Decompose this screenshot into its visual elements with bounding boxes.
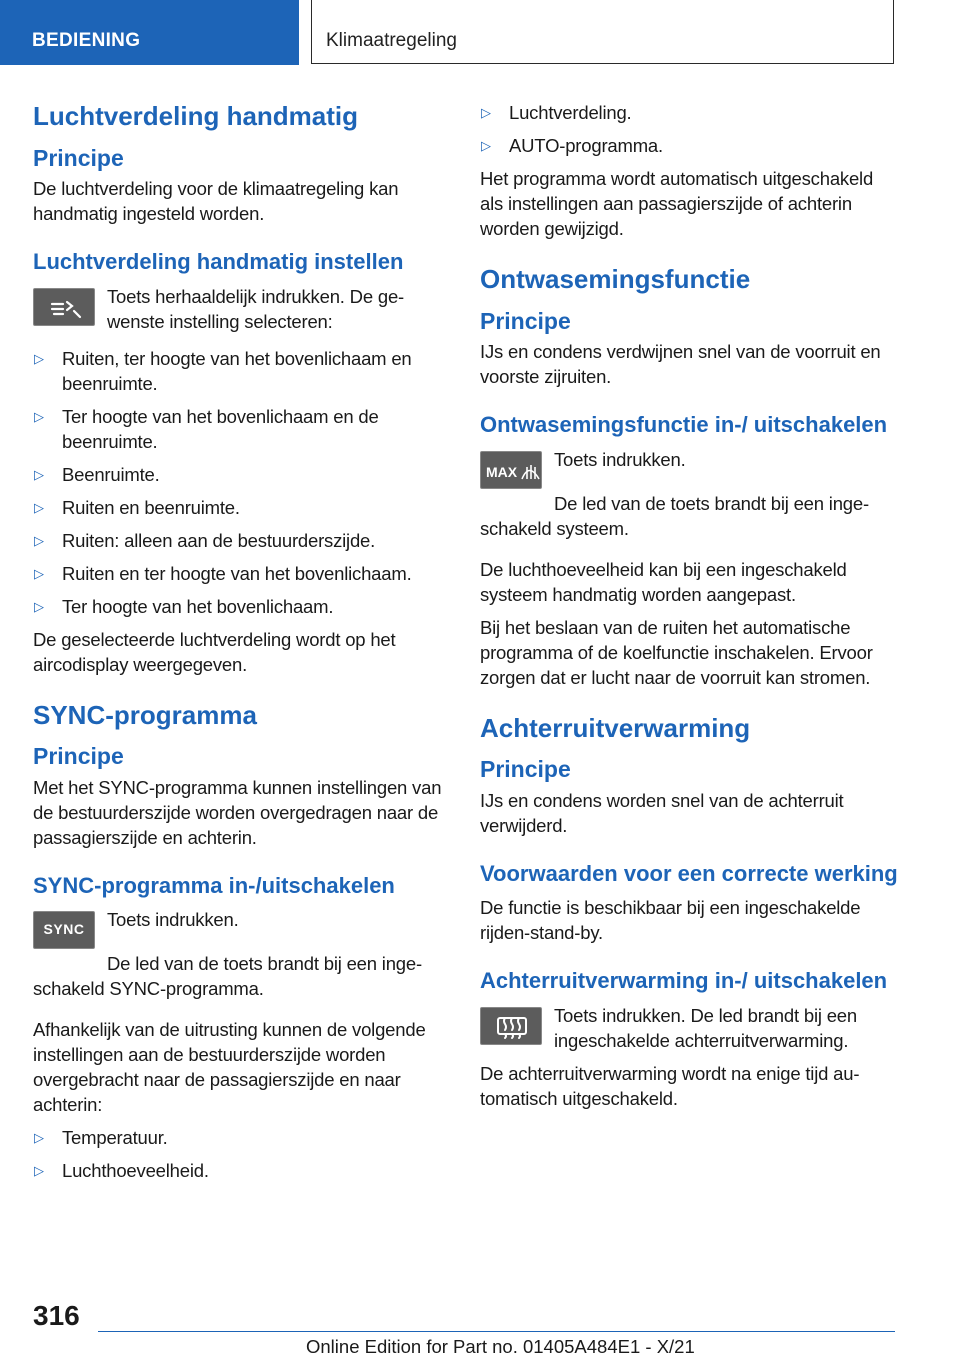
list-item	[33, 346, 448, 396]
max-defrost-icon	[480, 451, 542, 489]
sync-key-icon	[33, 911, 95, 949]
heading-luchtverdeling-instellen: Luchtverdeling handmatig instellen	[33, 249, 404, 275]
rear-window-button-row	[480, 1003, 898, 1053]
triangle-bullet-icon: ▷	[34, 598, 44, 614]
paragraph-principe-luchtverdeling: De luchtverdeling voor de klimaatregeling kan handmatig ingesteld worden.	[33, 178, 399, 225]
list-item	[33, 462, 448, 487]
heading-voorwaarden: Voorwaarden voor een correcte werking	[480, 860, 898, 886]
paragraph-voorwaarden: De functie is beschikbaar bij een ingeschakelde rijden-stand-by.	[480, 897, 861, 944]
triangle-bullet-icon: ▷	[34, 1130, 44, 1146]
sync-key-label: SYNC	[43, 921, 85, 938]
paragraph-achterruit-uitgeschakeld: De achterruitverwarming wordt na enige tijd automatisch uitgeschakeld.	[480, 1062, 860, 1109]
sync-button-row	[33, 907, 448, 951]
triangle-bullet-icon: ▷	[34, 408, 44, 424]
heading-principe: Principe	[480, 307, 571, 334]
header-section-label: BEDIENING	[32, 30, 141, 51]
list-item-text: Ter hoogte van het bovenlichaam.	[62, 595, 334, 617]
triangle-bullet-icon: ▷	[34, 466, 44, 482]
paragraph-programma-uitgeschakeld: Het programma wordt automatisch uitgeschakeld als instellingen aan passagierszijde of achterin worden gewijzigd.	[480, 168, 874, 239]
paragraph-afhankelijk-uitrusting: Afhankelijk van de uitrusting kunnen de volgende instellingen aan de bestuurderszijde worden overgebracht naar de passagierszijde en naar achterin:	[33, 1019, 426, 1116]
list-item-text: Ter hoogte van het bovenlichaam en de beenruimte.	[62, 405, 379, 452]
paragraph-principe-ontwaseming: IJs en condens verdwijnen snel van de voorruit en voorste zijruiten.	[480, 341, 881, 388]
list-item	[33, 1125, 448, 1150]
heading-ontwasemingsfunctie: Ontwasemingsfunctie	[480, 264, 751, 294]
paragraph-max-led: De led van de toets brandt bij een ingeschakeld systeem.	[480, 492, 870, 539]
list-item-text: Luchthoeveelheid.	[62, 1160, 209, 1182]
list-item-text: Ruiten: alleen aan de bestuurderszijde.	[62, 529, 376, 551]
air-distribution-instruction: Toets herhaaldelijk indrukken. De gewenste instelling selecteren:	[107, 285, 405, 332]
list-item	[33, 1158, 448, 1183]
max-button-row	[480, 447, 898, 491]
footer-divider	[98, 1331, 895, 1332]
page-number: 316	[33, 1300, 80, 1331]
left-column	[33, 100, 448, 1191]
heading-principe: Principe	[33, 144, 124, 171]
paragraph-geselecteerde-luchtverdeling: De geselecteerde luchtverdeling wordt op het aircodisplay weergegeven.	[33, 628, 396, 675]
footer-edition: Online Edition for Part no. 01405A484E1 - X/21	[306, 1336, 695, 1357]
list-item	[33, 594, 448, 619]
triangle-bullet-icon: ▷	[481, 138, 491, 153]
header-chapter-label: Klimaatregeling	[326, 30, 457, 51]
triangle-bullet-icon: ▷	[34, 499, 44, 515]
triangle-bullet-icon: ▷	[34, 532, 44, 548]
paragraph-principe-achterruit: IJs en condens worden snel van de achterruit verwijderd.	[480, 789, 844, 836]
heading-sync-in-uitschakelen: SYNC-programma in-/uitschakelen	[33, 872, 395, 898]
triangle-bullet-icon: ▷	[34, 565, 44, 581]
sync-transfer-list	[33, 1125, 448, 1183]
paragraph-principe-sync: Met het SYNC-programma kunnen instellingen van de bestuurderszijde worden overgedragen naar de passagierszijde en achterin.	[33, 776, 442, 848]
heading-ontwaseming-in-uitschakelen: Ontwasemingsfunctie in-/ uitschakelen	[480, 412, 888, 438]
paragraph-sync-led: De led van de toets brandt bij een ingeschakeld SYNC-programma.	[33, 953, 423, 1000]
list-item	[33, 495, 448, 520]
list-item	[33, 561, 448, 586]
list-item-text: Ruiten en ter hoogte van het bovenlichaam.	[62, 562, 412, 584]
right-column	[480, 100, 898, 1119]
list-item-text: Temperatuur.	[62, 1127, 168, 1149]
triangle-bullet-icon: ▷	[481, 105, 491, 120]
header-section-tab	[0, 0, 299, 65]
heading-achterruit-in-uitschakelen: Achterruitverwarming in-/ uitschakelen	[480, 968, 888, 994]
paragraph-beslaan: Bij het beslaan van de ruiten het automatische programma of de koelfunctie inschakelen. Ervoor zorgen dat er lucht naar de voorruit kan stromen.	[480, 616, 873, 688]
list-item-text: Ruiten, ter hoogte van het bovenlichaam en beenruimte.	[62, 347, 412, 394]
list-item	[33, 404, 448, 454]
svg-text:MAX: MAX	[486, 463, 518, 480]
heading-achterruitverwarming: Achterruitverwarming	[480, 712, 751, 743]
list-item-text: AUTO-programma.	[509, 135, 663, 156]
triangle-bullet-icon: ▷	[34, 1163, 44, 1179]
sync-instruction: Toets indrukken.	[107, 909, 239, 931]
list-item-text: Beenruimte.	[62, 463, 160, 485]
air-distribution-options-list	[33, 346, 448, 619]
heading-luchtverdeling-handmatig: Luchtverdeling handmatig	[33, 101, 359, 131]
air-distribution-icon	[33, 288, 95, 326]
triangle-bullet-icon: ▷	[34, 350, 44, 366]
rear-window-instruction: Toets indrukken. De led brandt bij een ingeschakelde achterruitverwarming.	[554, 1004, 857, 1051]
sync-transfer-list-continued	[480, 100, 898, 158]
paragraph-luchthoeveelheid: De luchthoeveelheid kan bij een ingeschakeld systeem handmatig worden aangepast.	[480, 558, 847, 605]
list-item	[480, 133, 898, 158]
list-item	[480, 100, 898, 125]
heading-principe: Principe	[33, 743, 124, 770]
air-distribution-button-row	[33, 284, 448, 334]
list-item-text: Ruiten en beenruimte.	[62, 496, 240, 518]
heading-sync-programma: SYNC-programma	[33, 699, 257, 730]
rear-window-heating-icon	[480, 1007, 542, 1045]
heading-principe: Principe	[480, 756, 571, 783]
header-chapter-tab	[311, 0, 894, 64]
max-instruction: Toets indrukken.	[554, 448, 686, 470]
list-item-text: Luchtverdeling.	[509, 102, 632, 123]
list-item	[33, 528, 448, 553]
